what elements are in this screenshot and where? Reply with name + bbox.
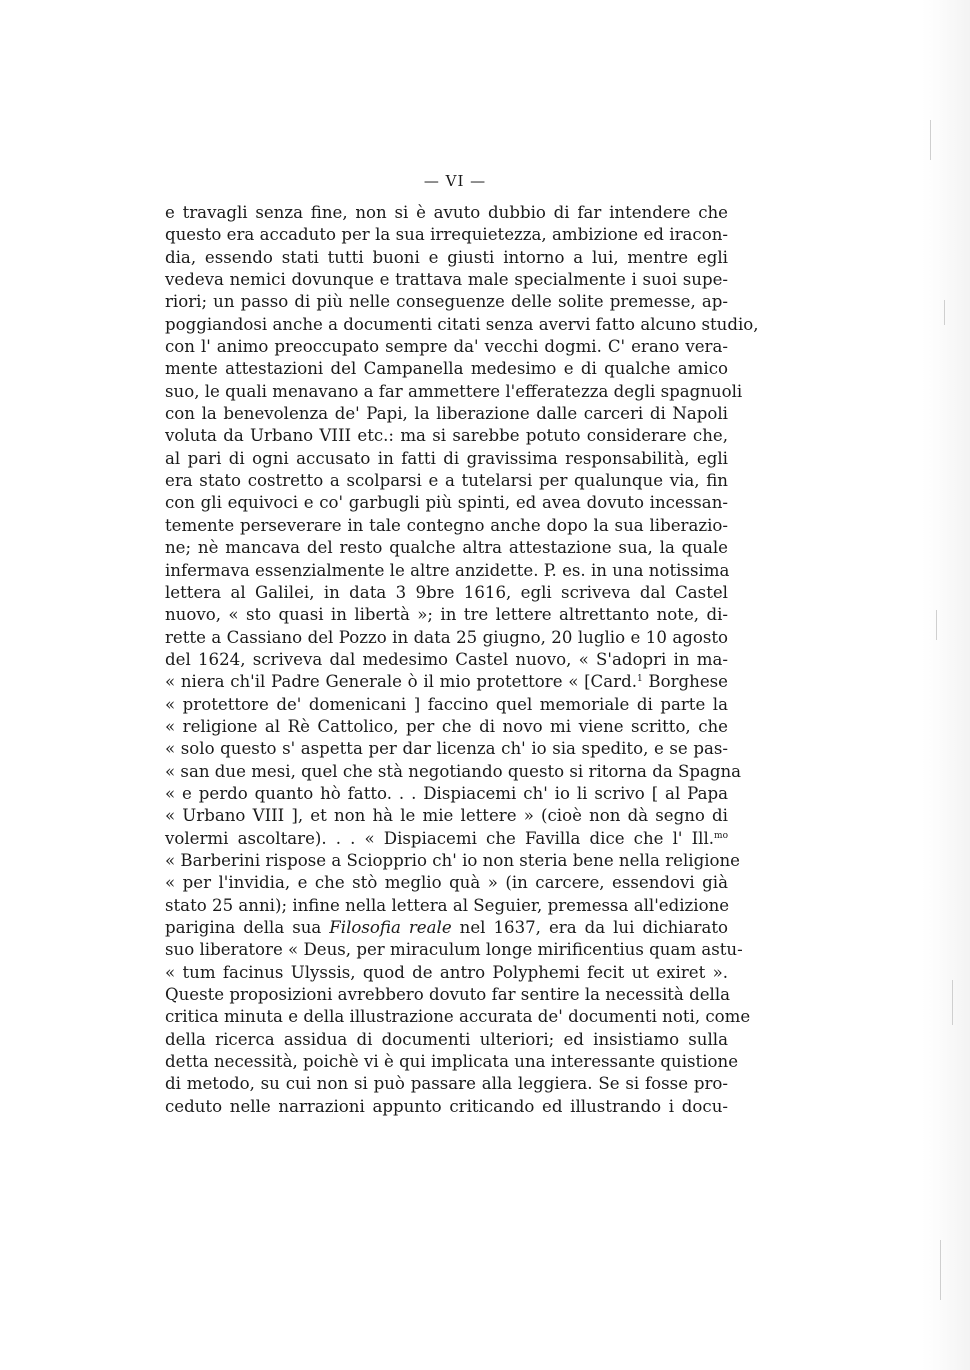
text-line: voluta da Urbano VIII etc.: ma si sarebbe potuto considerare che,: [165, 426, 728, 446]
text-line: « e perdo quanto hò fatto. . . Dispiacemi ch' io li scrivo [ al Papa: [165, 783, 728, 803]
text-line: suo liberatore « Deus, per miraculum longe mirificentius quam astu-: [165, 940, 743, 960]
page-number: — VI —: [423, 172, 487, 190]
text-line: « Urbano VIII ], et non hà le mie lettere » (cioè non dà segno di: [165, 806, 728, 826]
text-line: « religione al Rè Cattolico, per che di novo mi viene scritto, che: [165, 716, 728, 736]
text-line: [165, 917, 728, 939]
text-line: con la benevolenza de' Papi, la liberazione dalle carceri di Napoli: [165, 404, 728, 424]
superscript-abbrev: mo: [714, 830, 728, 841]
text-line: « Barberini rispose a Sciopprio ch' io non steria bene nella religione: [165, 850, 740, 870]
text-line: riori; un passo di più nelle conseguenze delle solite premesse, ap-: [165, 292, 728, 312]
text-line: [165, 828, 728, 850]
text-line: questo era accaduto per la sua irrequietezza, ambizione ed iracon-: [165, 225, 728, 245]
text-line: di metodo, su cui non si può passare alla leggiera. Se si fosse pro-: [165, 1074, 728, 1094]
text-line: « solo questo s' aspetta per dar licenza ch' io sia spedito, e se pas-: [165, 739, 728, 759]
text-line: « san due mesi, quel che stà negotiando questo si ritorna da Spagna: [165, 761, 742, 781]
text-line: « per l'invidia, e che stò meglio quà » (in carcere, essendovi già: [165, 873, 728, 893]
text-line: mente attestazioni del Campanella medesimo e di qualche amico: [165, 359, 728, 379]
text-line: della ricerca assidua di documenti ulteriori; ed insistiamo sulla: [165, 1029, 728, 1049]
text-line: ne; nè mancava del resto qualche altra attestazione sua, la quale: [165, 538, 728, 558]
book-title: Filosofia reale: [329, 918, 452, 937]
page-edge-shadow: [922, 0, 970, 1370]
text-segment: parigina della sua: [165, 918, 322, 937]
text-segment: volermi ascoltare). . . « Dispiacemi che Favilla dice che l' Ill.: [165, 828, 715, 848]
text-line: con gli equivoci e co' garbugli più spinti, ed avea dovuto incessan-: [165, 493, 728, 513]
text-line: era stato costretto a scolparsi e a tutelarsi per qualunque via, fin: [165, 471, 728, 491]
text-line: rette a Cassiano del Pozzo in data 25 giugno, 20 luglio e 10 agosto: [165, 627, 728, 647]
text-line: suo, le quali menavano a far ammettere l'efferatezza degli spagnuoli: [165, 381, 743, 401]
text-line: critica minuta e della illustrazione accurata de' documenti noti, come: [165, 1007, 751, 1027]
text-line: lettera al Galilei, in data 3 9bre 1616, egli scriveva dal Castel: [165, 582, 728, 602]
text-line: « protettore de' domenicani ] faccino quel memoriale di parte la: [165, 694, 728, 714]
body-text: [165, 202, 759, 1118]
footnote-marker: 1: [636, 674, 643, 685]
text-line: nuovo, « sto quasi in libertà »; in tre lettere altrettanto note, di-: [165, 605, 728, 625]
text-line: temente perseverare in tale contegno anche dopo la sua liberazio-: [165, 515, 728, 535]
text-line: al pari di ogni accusato in fatti di gravissima responsabilità, egli: [165, 448, 728, 468]
text-segment: nel 1637, era da lui dichiarato: [451, 918, 728, 937]
text-segment: « niera ch'il Padre Generale ò il mio protettore « [Card.: [165, 672, 637, 692]
text-line: con l' animo preoccupato sempre da' vecchi dogmi. C' erano vera-: [165, 337, 728, 357]
text-line: del 1624, scriveva dal medesimo Castel nuovo, « S'adopri in ma-: [165, 649, 728, 669]
text-line: dia, essendo stati tutti buoni e giusti intorno a lui, mentre egli: [165, 247, 728, 267]
text-segment: Borghese: [642, 672, 729, 692]
text-line: infermava essenzialmente le altre anzidette. P. es. in una notissima: [165, 560, 730, 580]
text-line: Queste proposizioni avrebbero dovuto far sentire la necessità della: [165, 985, 731, 1005]
text-line: ceduto nelle narrazioni appunto criticando ed illustrando i docu-: [165, 1096, 728, 1116]
text-line: « tum facinus Ulyssis, quod de antro Polyphemi fecit ut exiret ».: [165, 962, 728, 982]
text-line: detta necessità, poichè vi è qui implicata una interessante quistione: [165, 1052, 739, 1072]
text-line: [165, 671, 728, 693]
text-line: e travagli senza fine, non si è avuto dubbio di far intendere che: [165, 203, 728, 222]
text-line: poggiandosi anche a documenti citati senza avervi fatto alcuno studio,: [165, 314, 759, 334]
text-line: vedeva nemici dovunque e trattava male specialmente i suoi supe-: [165, 270, 728, 290]
text-line: stato 25 anni); infine nella lettera al Seguier, premessa all'edizione: [165, 895, 730, 915]
